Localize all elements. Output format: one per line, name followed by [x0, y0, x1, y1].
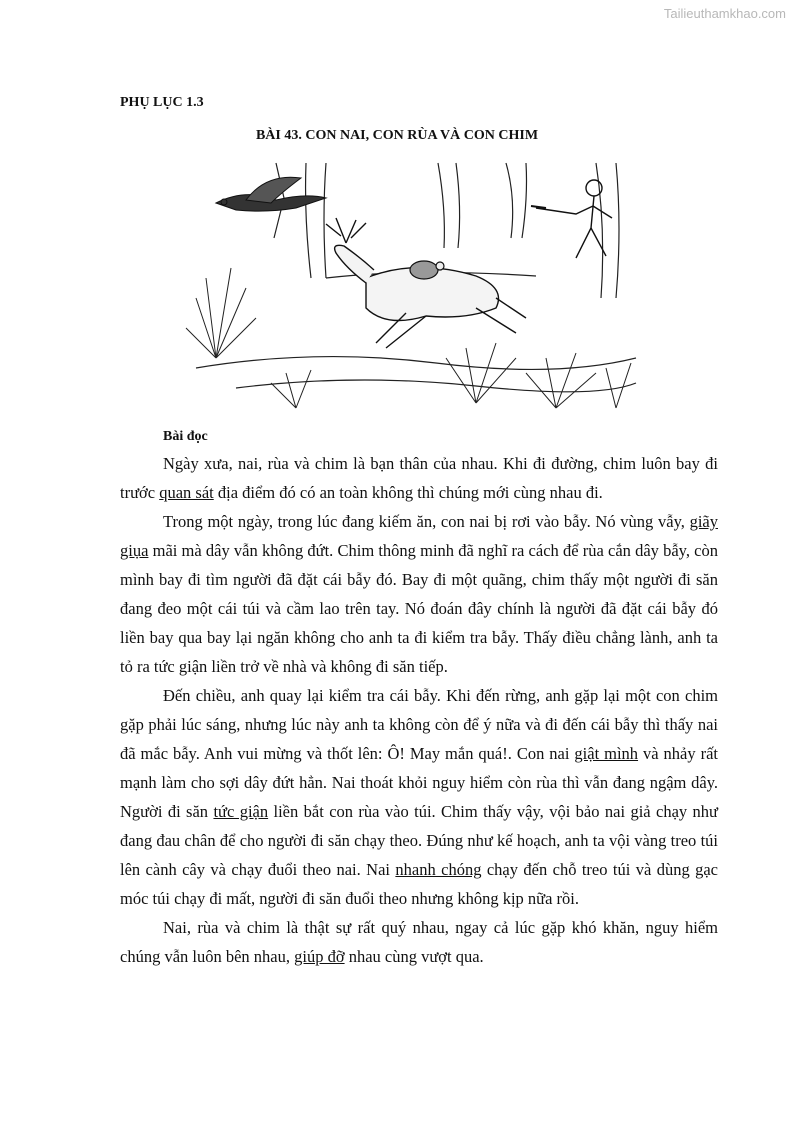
key-word: nhanh chóng [395, 860, 482, 879]
deer-figure [326, 218, 526, 348]
key-word: tức giận [213, 802, 269, 821]
key-word: quan sát [159, 483, 214, 502]
story-body [120, 449, 718, 971]
bird-figure [216, 177, 326, 211]
lesson-title: BÀI 43. CON NAI, CON RÙA VÀ CON CHIM [255, 128, 539, 143]
story-paragraph-4: Nai, rùa và chim là thật sự rất quý nhau, ngay cả lúc gặp khó khăn, nguy hiểm chúng vẫn luôn bên nhau, giúp đỡ nhau cùng vượt qua. [120, 918, 718, 966]
key-word: giật mình [574, 744, 639, 763]
watermark: Tailieuthamkhao.com [663, 6, 786, 21]
story-paragraph-1: Ngày xưa, nai, rùa và chim là bạn thân của nhau. Khi đi đường, chim luôn bay đi trước quan sát địa điểm đó có an toàn không thì chúng mới cùng nhau đi. [120, 454, 718, 502]
key-word: giúp đỡ [294, 947, 345, 966]
story-paragraph-3: Đến chiều, anh quay lại kiểm tra cái bẫy. Khi đến rừng, anh gặp lại một con chim gặp phải lúc sáng, nhưng lúc này anh ta không còn để ý nữa và đi đến cái bẫy thì thấy nai đã mắc bẫy. Anh vui mừng và thốt lên: Ô! May mắn quá!. Con nai giật mình và nhảy rất mạnh làm cho sợi dây đứt hẳn. Nai thoát khỏi nguy hiểm còn rùa thì vẫn đang ngậm dây. Người đi săn tức giận liền bắt con rùa vào túi. Chim thấy vậy, vội bảo nai giả chạy như đang đau chân để cho người đi săn chạy theo. Đúng như kế hoạch, anh ta vội vàng treo túi lên cành cây và chạy đuổi theo nai. Nai nhanh chóng chạy đến chỗ treo túi và dùng gạc móc túi chạy đi mất, người đi săn đuổi theo nhưng không kịp nữa rồi. [120, 686, 718, 908]
appendix-label: PHỤ LỤC 1.3 [120, 95, 204, 110]
story-paragraph-2: Trong một ngày, trong lúc đang kiếm ăn, con nai bị rơi vào bẫy. Nó vùng vẫy, giãy giụa mãi mà dây vẫn không đứt. Chim thông minh đã nghĩ ra cách để rùa cắn dây bẫy, còn mình bay đi tìm người đã đặt cái bẫy đó. Bay đi một quãng, chim thấy một người đi săn đang đeo một cái túi và cầm lao trên tay. Nó đoán đây chính là người đã đặt cái bẫy đó liền bay qua bay lại ngăn không cho anh ta đi kiểm tra bẫy. Thấy điều chẳng lành, anh ta tỏ ra tức giận liền trở về nhà và không đi săn tiếp. [120, 512, 718, 676]
key-word: giãy giụa [120, 512, 718, 560]
story-illustration [176, 158, 644, 420]
section-heading: Bài đọc [163, 429, 208, 444]
